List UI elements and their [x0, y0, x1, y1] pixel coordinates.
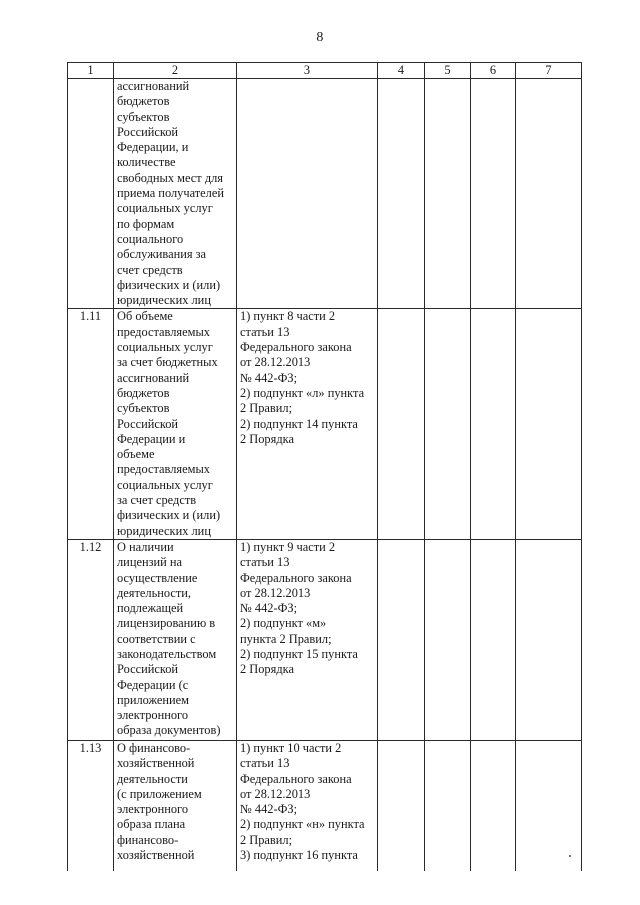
cell-text-line: по формам: [117, 216, 175, 231]
cell-text-line: обслуживания за: [117, 247, 207, 262]
information-type-cell: [114, 539, 237, 740]
header-cell: 2: [114, 63, 237, 79]
cell-text-line: 2) подпункт «л» пункта: [240, 385, 365, 400]
page-number: 8: [316, 30, 324, 45]
legal-basis-cell: [237, 79, 378, 309]
cell-text-line: 1) пункт 10 части 2: [240, 740, 342, 755]
row-number-cell: 1.12: [68, 539, 114, 740]
information-type-cell: [114, 309, 237, 539]
cell-text-line: Федерального закона: [240, 570, 352, 585]
cell-text-line: лицензированию в: [117, 616, 216, 631]
cell-text-line: физических и (или): [117, 508, 221, 523]
cell-text-line: свободных мест для: [117, 170, 224, 185]
cell-text-line: финансово-: [117, 832, 179, 847]
cell-text-line: образа документов): [117, 723, 221, 738]
cell-text-line: 2 Правил;: [240, 401, 293, 416]
empty-cell: [471, 740, 516, 871]
table-row: [68, 539, 582, 740]
cell-text-line: № 442-ФЗ;: [240, 370, 298, 385]
empty-cell: [425, 740, 471, 871]
cell-text-line: за счет бюджетных: [117, 355, 218, 370]
cell-text-line: приема получателей: [117, 186, 224, 201]
row-number-cell: 1.13: [68, 740, 114, 871]
cell-text-line: социальных услуг: [117, 201, 213, 216]
cell-text-line: от 28.12.2013: [240, 585, 311, 600]
information-type-cell: [114, 740, 237, 871]
cell-text-line: хозяйственной: [117, 847, 195, 862]
empty-cell: [425, 309, 471, 539]
cell-text-line: 1) пункт 8 части 2: [240, 309, 336, 324]
cell-text-line: электронного: [117, 708, 189, 723]
cell-text-line: подлежащей: [117, 601, 184, 616]
cell-text-line: (с приложением: [117, 786, 202, 801]
cell-text-line: Федерального закона: [240, 340, 352, 355]
header-cell: 5: [425, 63, 471, 79]
empty-cell: [516, 309, 582, 539]
empty-cell: [425, 79, 471, 309]
cell-text-line: 2) подпункт «м»: [240, 616, 327, 631]
cell-text-line: физических и (или): [117, 277, 221, 292]
cell-text-line: субъектов: [117, 401, 170, 416]
cell-text-line: бюджетов: [117, 385, 170, 400]
cell-text-line: субъектов: [117, 109, 170, 124]
header-cell: 4: [378, 63, 425, 79]
cell-text-line: от 28.12.2013: [240, 355, 311, 370]
cell-text-line: количестве: [117, 155, 176, 170]
cell-text-line: деятельности: [117, 771, 188, 786]
cell-text-line: юридических лиц: [117, 293, 211, 308]
empty-cell: [425, 539, 471, 740]
empty-cell: [516, 539, 582, 740]
cell-text-line: Об объеме: [117, 309, 173, 324]
legal-basis-cell: [237, 539, 378, 740]
table-row: [68, 79, 582, 309]
header-cell: 7: [516, 63, 582, 79]
cell-text-line: О финансово-: [117, 740, 191, 755]
cell-text-line: объеме: [117, 447, 155, 462]
empty-cell: [378, 539, 425, 740]
cell-text-line: Российской: [117, 662, 179, 677]
cell-text-line: ассигнований: [117, 370, 190, 385]
empty-cell: [378, 740, 425, 871]
cell-text-line: 1) пункт 9 части 2: [240, 539, 336, 554]
cell-text-line: 2 Порядка: [240, 431, 294, 446]
cell-text-line: электронного: [117, 802, 189, 817]
information-type-cell: [114, 79, 237, 309]
cell-text-line: ассигнований: [117, 79, 190, 93]
cell-text-line: лицензий на: [117, 555, 182, 570]
cell-text-line: счет средств: [117, 262, 183, 277]
cell-text-line: осуществление: [117, 570, 198, 585]
table-row: [68, 309, 582, 539]
scan-dot-mark: [569, 855, 571, 857]
cell-text-line: пункта 2 Правил;: [240, 631, 332, 646]
cell-text-line: предоставляемых: [117, 462, 210, 477]
cell-text-line: образа плана: [117, 817, 186, 832]
cell-text-line: Федерации и: [117, 431, 186, 446]
header-cell: 6: [471, 63, 516, 79]
header-cell: 1: [68, 63, 114, 79]
cell-text-line: Российской: [117, 416, 179, 431]
cell-text-line: 2 Порядка: [240, 662, 294, 677]
cell-text-line: юридических лиц: [117, 523, 211, 538]
cell-text-line: 2) подпункт 14 пункта: [240, 416, 358, 431]
document-table: [67, 62, 582, 871]
table-row: [68, 740, 582, 871]
cell-text-line: 3) подпункт 16 пункта: [240, 847, 358, 862]
legal-basis-cell: [237, 309, 378, 539]
cell-text-line: Федерации (с: [117, 677, 189, 692]
cell-text-line: 2) подпункт «н» пункта: [240, 817, 365, 832]
cell-text-line: социальных услуг: [117, 340, 213, 355]
empty-cell: [471, 79, 516, 309]
cell-text-line: Федерации, и: [117, 140, 189, 155]
empty-cell: [516, 79, 582, 309]
cell-text-line: № 442-ФЗ;: [240, 802, 298, 817]
cell-text-line: статьи 13: [240, 324, 290, 339]
empty-cell: [378, 79, 425, 309]
cell-text-line: 2 Правил;: [240, 832, 293, 847]
empty-cell: [471, 539, 516, 740]
cell-text-line: статьи 13: [240, 756, 290, 771]
legal-basis-cell: [237, 740, 378, 871]
cell-text-line: предоставляемых: [117, 324, 210, 339]
empty-cell: [471, 309, 516, 539]
row-number-cell: [68, 79, 114, 309]
cell-text-line: Федерального закона: [240, 771, 352, 786]
cell-text-line: от 28.12.2013: [240, 786, 311, 801]
cell-text-line: законодательством: [117, 646, 217, 661]
table-header-row: [68, 63, 582, 79]
cell-text-line: статьи 13: [240, 555, 290, 570]
cell-text-line: социального: [117, 231, 184, 246]
cell-text-line: социальных услуг: [117, 477, 213, 492]
cell-text-line: № 442-ФЗ;: [240, 601, 298, 616]
row-number-cell: 1.11: [68, 309, 114, 539]
cell-text-line: бюджетов: [117, 94, 170, 109]
empty-cell: [516, 740, 582, 871]
empty-cell: [378, 309, 425, 539]
header-cell: 3: [237, 63, 378, 79]
cell-text-line: хозяйственной: [117, 756, 195, 771]
cell-text-line: за счет средств: [117, 493, 197, 508]
cell-text-line: соответствии с: [117, 631, 196, 646]
cell-text-line: приложением: [117, 692, 190, 707]
cell-text-line: 2) подпункт 15 пункта: [240, 646, 358, 661]
cell-text-line: О наличии: [117, 539, 174, 554]
cell-text-line: Российской: [117, 124, 179, 139]
cell-text-line: деятельности,: [117, 585, 192, 600]
